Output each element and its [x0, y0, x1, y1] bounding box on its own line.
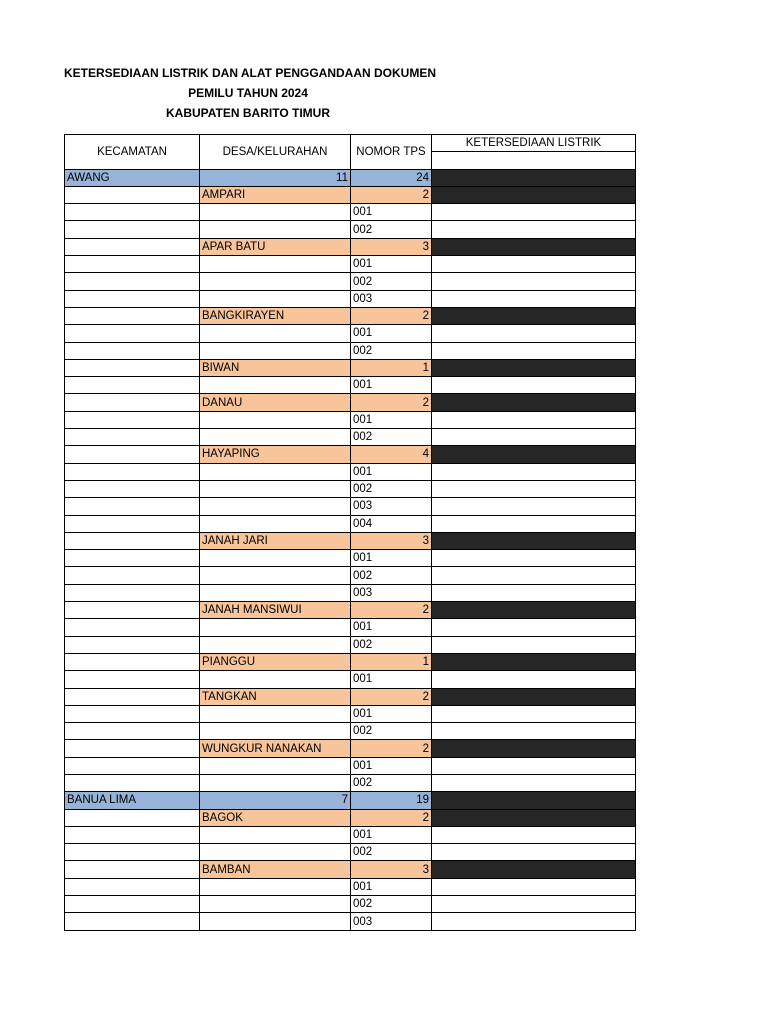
- desa-cell[interactable]: [200, 463, 351, 480]
- tps-row: [65, 204, 636, 221]
- kecamatan-cell[interactable]: [65, 238, 200, 255]
- desa-cell[interactable]: [200, 705, 351, 722]
- desa-cell[interactable]: [200, 636, 351, 653]
- desa-cell[interactable]: [200, 290, 351, 307]
- header-desa: DESA/KELURAHAN: [200, 135, 351, 170]
- header-nomor-tps: NOMOR TPS: [351, 135, 432, 170]
- desa-cell[interactable]: [200, 567, 351, 584]
- desa-row: [65, 532, 636, 549]
- desa-cell[interactable]: [200, 671, 351, 688]
- desa-row: [65, 359, 636, 376]
- listrik-cell[interactable]: [432, 359, 636, 376]
- kecamatan-row: [65, 792, 636, 809]
- listrik-cell[interactable]: [432, 238, 636, 255]
- listrik-cell[interactable]: [432, 307, 636, 324]
- listrik-cell[interactable]: [432, 567, 636, 584]
- tps-number[interactable]: 001: [351, 463, 432, 480]
- tps-number[interactable]: 002: [351, 896, 432, 913]
- tps-count[interactable]: 2: [351, 307, 432, 324]
- kecamatan-cell[interactable]: [65, 463, 200, 480]
- listrik-cell[interactable]: [432, 377, 636, 394]
- desa-cell[interactable]: [200, 844, 351, 861]
- kecamatan-cell[interactable]: [65, 757, 200, 774]
- tps-number[interactable]: 002: [351, 480, 432, 497]
- listrik-cell[interactable]: [432, 653, 636, 670]
- desa-cell[interactable]: [200, 757, 351, 774]
- listrik-cell[interactable]: [432, 861, 636, 878]
- tps-number[interactable]: 001: [351, 757, 432, 774]
- tps-number[interactable]: 002: [351, 723, 432, 740]
- desa-name[interactable]: APAR BATU: [200, 238, 351, 255]
- desa-cell[interactable]: [200, 256, 351, 273]
- tps-row: [65, 498, 636, 515]
- kecamatan-cell[interactable]: [65, 809, 200, 826]
- tps-row: [65, 705, 636, 722]
- listrik-cell[interactable]: [432, 757, 636, 774]
- kecamatan-cell[interactable]: [65, 429, 200, 446]
- tps-row: [65, 723, 636, 740]
- tps-row: [65, 325, 636, 342]
- kecamatan-cell[interactable]: [65, 290, 200, 307]
- desa-row: [65, 602, 636, 619]
- desa-cell[interactable]: [200, 913, 351, 930]
- tps-number[interactable]: 002: [351, 567, 432, 584]
- kecamatan-cell[interactable]: [65, 221, 200, 238]
- tps-number[interactable]: 001: [351, 705, 432, 722]
- tps-count[interactable]: 4: [351, 446, 432, 463]
- desa-name[interactable]: AMPARI: [200, 186, 351, 203]
- listrik-cell[interactable]: [432, 169, 636, 186]
- kecamatan-cell[interactable]: [65, 602, 200, 619]
- desa-cell[interactable]: [200, 550, 351, 567]
- tps-count[interactable]: 2: [351, 602, 432, 619]
- tps-count[interactable]: 2: [351, 186, 432, 203]
- report-title: [64, 66, 436, 126]
- kecamatan-cell[interactable]: [65, 204, 200, 221]
- data-table: [64, 134, 636, 931]
- desa-cell[interactable]: [200, 411, 351, 428]
- tps-row: [65, 636, 636, 653]
- tps-count[interactable]: 2: [351, 688, 432, 705]
- kecamatan-cell[interactable]: [65, 619, 200, 636]
- kecamatan-cell[interactable]: [65, 186, 200, 203]
- tps-row: [65, 913, 636, 930]
- kecamatan-cell[interactable]: [65, 688, 200, 705]
- tps-row: [65, 671, 636, 688]
- tps-number[interactable]: 001: [351, 377, 432, 394]
- tps-number[interactable]: 002: [351, 844, 432, 861]
- listrik-cell[interactable]: [432, 602, 636, 619]
- table-header: [65, 135, 636, 170]
- tps-number[interactable]: 002: [351, 342, 432, 359]
- desa-cell[interactable]: [200, 221, 351, 238]
- kecamatan-cell[interactable]: [65, 256, 200, 273]
- tps-count[interactable]: 24: [351, 169, 432, 186]
- tps-row: [65, 429, 636, 446]
- desa-name[interactable]: PIANGGU: [200, 653, 351, 670]
- kecamatan-cell[interactable]: [65, 532, 200, 549]
- tps-number[interactable]: 003: [351, 290, 432, 307]
- desa-name[interactable]: BAGOK: [200, 809, 351, 826]
- tps-row: [65, 411, 636, 428]
- desa-cell[interactable]: [200, 826, 351, 843]
- tps-number[interactable]: 002: [351, 273, 432, 290]
- tps-number[interactable]: 001: [351, 256, 432, 273]
- header-ketersediaan-listrik: KETERSEDIAAN LISTRIK: [432, 135, 636, 152]
- listrik-cell[interactable]: [432, 273, 636, 290]
- tps-row: [65, 826, 636, 843]
- desa-row: [65, 186, 636, 203]
- desa-cell[interactable]: [200, 377, 351, 394]
- listrik-cell[interactable]: [432, 723, 636, 740]
- listrik-cell[interactable]: [432, 463, 636, 480]
- tps-row: [65, 290, 636, 307]
- kecamatan-cell[interactable]: [65, 584, 200, 601]
- tps-number[interactable]: 001: [351, 619, 432, 636]
- tps-number[interactable]: 004: [351, 515, 432, 532]
- desa-cell[interactable]: [200, 619, 351, 636]
- tps-number[interactable]: 003: [351, 498, 432, 515]
- desa-cell[interactable]: [200, 878, 351, 895]
- kecamatan-cell[interactable]: [65, 826, 200, 843]
- desa-name[interactable]: BANGKIRAYEN: [200, 307, 351, 324]
- title-line-2: PEMILU TAHUN 2024: [188, 86, 308, 100]
- tps-number[interactable]: 002: [351, 774, 432, 791]
- kecamatan-name[interactable]: BANUA LIMA: [65, 792, 200, 809]
- kecamatan-cell[interactable]: [65, 878, 200, 895]
- desa-row: [65, 740, 636, 757]
- title-line-1: KETERSEDIAAN LISTRIK DAN ALAT PENGGANDAAN DOKUMEN: [64, 66, 436, 80]
- kecamatan-cell[interactable]: [65, 359, 200, 376]
- tps-row: [65, 878, 636, 895]
- desa-row: [65, 307, 636, 324]
- desa-name[interactable]: JANAH MANSIWUI: [200, 602, 351, 619]
- header-kecamatan: KECAMATAN: [65, 135, 200, 170]
- kecamatan-cell[interactable]: [65, 774, 200, 791]
- table-body: [65, 169, 636, 930]
- tps-row: [65, 550, 636, 567]
- kecamatan-cell[interactable]: [65, 446, 200, 463]
- tps-number[interactable]: 001: [351, 550, 432, 567]
- tps-number[interactable]: 001: [351, 878, 432, 895]
- tps-count[interactable]: 3: [351, 532, 432, 549]
- listrik-cell[interactable]: [432, 878, 636, 895]
- kecamatan-cell[interactable]: [65, 653, 200, 670]
- listrik-cell[interactable]: [432, 342, 636, 359]
- desa-cell[interactable]: [200, 429, 351, 446]
- tps-count[interactable]: 1: [351, 653, 432, 670]
- desa-cell[interactable]: [200, 498, 351, 515]
- desa-row: [65, 238, 636, 255]
- kecamatan-cell[interactable]: [65, 723, 200, 740]
- desa-name[interactable]: JANAH JARI: [200, 532, 351, 549]
- listrik-cell[interactable]: [432, 619, 636, 636]
- desa-count[interactable]: 7: [200, 792, 351, 809]
- tps-count[interactable]: 2: [351, 809, 432, 826]
- listrik-cell[interactable]: [432, 671, 636, 688]
- tps-count[interactable]: 2: [351, 394, 432, 411]
- tps-number[interactable]: 001: [351, 671, 432, 688]
- tps-number[interactable]: 001: [351, 826, 432, 843]
- tps-count[interactable]: 1: [351, 359, 432, 376]
- listrik-cell[interactable]: [432, 688, 636, 705]
- listrik-cell[interactable]: [432, 792, 636, 809]
- tps-row: [65, 480, 636, 497]
- listrik-cell[interactable]: [432, 411, 636, 428]
- desa-cell[interactable]: [200, 515, 351, 532]
- kecamatan-cell[interactable]: [65, 636, 200, 653]
- tps-number[interactable]: 002: [351, 221, 432, 238]
- tps-row: [65, 619, 636, 636]
- desa-count[interactable]: 11: [200, 169, 351, 186]
- tps-number[interactable]: 002: [351, 636, 432, 653]
- kecamatan-cell[interactable]: [65, 394, 200, 411]
- desa-cell[interactable]: [200, 896, 351, 913]
- tps-row: [65, 342, 636, 359]
- desa-row: [65, 446, 636, 463]
- tps-row: [65, 584, 636, 601]
- desa-name[interactable]: WUNGKUR NANAKAN: [200, 740, 351, 757]
- tps-row: [65, 757, 636, 774]
- tps-row: [65, 273, 636, 290]
- listrik-cell[interactable]: [432, 550, 636, 567]
- desa-name[interactable]: BIWAN: [200, 359, 351, 376]
- desa-row: [65, 861, 636, 878]
- listrik-cell[interactable]: [432, 429, 636, 446]
- kecamatan-cell[interactable]: [65, 896, 200, 913]
- tps-count[interactable]: 2: [351, 740, 432, 757]
- kecamatan-cell[interactable]: [65, 342, 200, 359]
- desa-row: [65, 394, 636, 411]
- listrik-cell[interactable]: [432, 774, 636, 791]
- desa-row: [65, 653, 636, 670]
- header-subcell[interactable]: [432, 152, 636, 169]
- tps-number[interactable]: 002: [351, 429, 432, 446]
- desa-cell[interactable]: [200, 480, 351, 497]
- listrik-cell[interactable]: [432, 498, 636, 515]
- tps-count[interactable]: 3: [351, 861, 432, 878]
- tps-row: [65, 515, 636, 532]
- tps-row: [65, 774, 636, 791]
- listrik-cell[interactable]: [432, 446, 636, 463]
- listrik-cell[interactable]: [432, 325, 636, 342]
- listrik-cell[interactable]: [432, 256, 636, 273]
- kecamatan-cell[interactable]: [65, 913, 200, 930]
- listrik-cell[interactable]: [432, 480, 636, 497]
- kecamatan-cell[interactable]: [65, 705, 200, 722]
- listrik-cell[interactable]: [432, 896, 636, 913]
- kecamatan-cell[interactable]: [65, 480, 200, 497]
- kecamatan-cell[interactable]: [65, 325, 200, 342]
- listrik-cell[interactable]: [432, 844, 636, 861]
- desa-row: [65, 809, 636, 826]
- desa-name[interactable]: BAMBAN: [200, 861, 351, 878]
- tps-number[interactable]: 001: [351, 204, 432, 221]
- listrik-cell[interactable]: [432, 636, 636, 653]
- listrik-cell[interactable]: [432, 584, 636, 601]
- listrik-cell[interactable]: [432, 221, 636, 238]
- desa-cell[interactable]: [200, 774, 351, 791]
- listrik-cell[interactable]: [432, 186, 636, 203]
- listrik-cell[interactable]: [432, 826, 636, 843]
- listrik-cell[interactable]: [432, 394, 636, 411]
- listrik-cell[interactable]: [432, 705, 636, 722]
- kecamatan-name[interactable]: AWANG: [65, 169, 200, 186]
- desa-cell[interactable]: [200, 204, 351, 221]
- desa-cell[interactable]: [200, 273, 351, 290]
- kecamatan-row: [65, 169, 636, 186]
- kecamatan-cell[interactable]: [65, 550, 200, 567]
- desa-row: [65, 688, 636, 705]
- kecamatan-cell[interactable]: [65, 515, 200, 532]
- kecamatan-cell[interactable]: [65, 411, 200, 428]
- kecamatan-cell[interactable]: [65, 307, 200, 324]
- listrik-cell[interactable]: [432, 204, 636, 221]
- listrik-cell[interactable]: [432, 532, 636, 549]
- tps-row: [65, 256, 636, 273]
- tps-count[interactable]: 3: [351, 238, 432, 255]
- kecamatan-cell[interactable]: [65, 273, 200, 290]
- tps-number[interactable]: 001: [351, 325, 432, 342]
- desa-cell[interactable]: [200, 325, 351, 342]
- tps-row: [65, 463, 636, 480]
- kecamatan-cell[interactable]: [65, 498, 200, 515]
- kecamatan-cell[interactable]: [65, 671, 200, 688]
- tps-number[interactable]: 003: [351, 584, 432, 601]
- kecamatan-cell[interactable]: [65, 740, 200, 757]
- kecamatan-cell[interactable]: [65, 377, 200, 394]
- desa-name[interactable]: DANAU: [200, 394, 351, 411]
- kecamatan-cell[interactable]: [65, 844, 200, 861]
- title-line-3: KABUPATEN BARITO TIMUR: [166, 106, 330, 120]
- desa-name[interactable]: TANGKAN: [200, 688, 351, 705]
- listrik-cell[interactable]: [432, 913, 636, 930]
- tps-row: [65, 844, 636, 861]
- tps-row: [65, 221, 636, 238]
- tps-count[interactable]: 19: [351, 792, 432, 809]
- listrik-cell[interactable]: [432, 515, 636, 532]
- tps-row: [65, 377, 636, 394]
- desa-cell[interactable]: [200, 723, 351, 740]
- tps-row: [65, 896, 636, 913]
- tps-number[interactable]: 001: [351, 411, 432, 428]
- desa-name[interactable]: HAYAPING: [200, 446, 351, 463]
- desa-cell[interactable]: [200, 342, 351, 359]
- kecamatan-cell[interactable]: [65, 567, 200, 584]
- listrik-cell[interactable]: [432, 740, 636, 757]
- listrik-cell[interactable]: [432, 290, 636, 307]
- tps-row: [65, 567, 636, 584]
- tps-number[interactable]: 003: [351, 913, 432, 930]
- listrik-cell[interactable]: [432, 809, 636, 826]
- kecamatan-cell[interactable]: [65, 861, 200, 878]
- desa-cell[interactable]: [200, 584, 351, 601]
